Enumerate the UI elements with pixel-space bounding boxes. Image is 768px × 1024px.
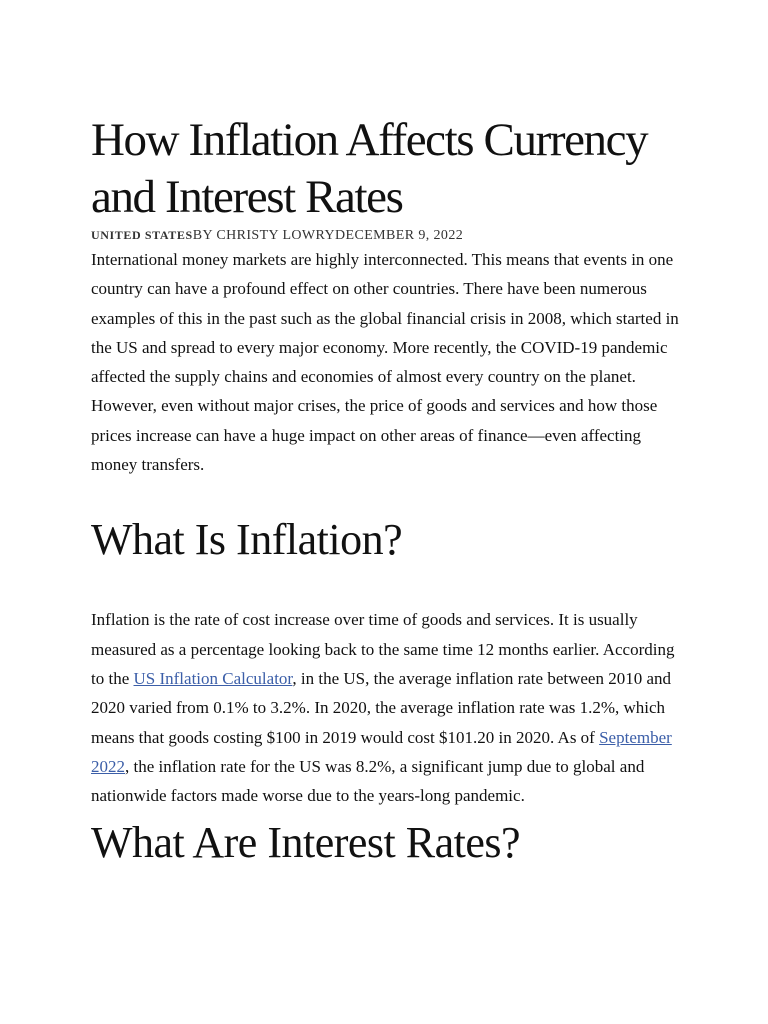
byline-date: DECEMBER 9, 2022 <box>335 228 464 243</box>
inflation-text-1: Inflation is the rate of cost increase over time of goods and services. It is usually measured as a percentage looking back to the same time 12 months earlier. According to the <box>91 610 675 688</box>
intro-paragraph: International money markets are highly interconnected. This means that events in one country can have a profound effect on other countries. There have been numerous examples of this in the past such as the global financial crisis in 2008, which started in the US and spread to every major economy. More recently, the COVID-19 pandemic affected the supply chains and economies of almost every country on the planet. However, even without major crises, the price of goods and services and how those prices increase can have a huge impact on other areas of finance—even affecting money transfers. <box>91 250 679 475</box>
september-2022-link[interactable]: September 2022 <box>91 727 672 776</box>
inflation-text-3: , the inflation rate for the US was 8.2%, a significant jump due to global and nationwide factors made worse due to the years-long pandemic. <box>91 756 645 806</box>
byline-country: UNITED STATES <box>91 228 193 242</box>
inflation-text-2: , in the US, the average inflation rate between 2010 and 2020 varied from 0.1% to 3.2%. In 2020, the average inflation rate was 1.2%, which means that goods costing $100 in 2019 would cost $101.20 in 2020. As of <box>91 668 671 747</box>
byline <box>91 226 681 245</box>
section-heading-what-is-inflation: What Is Inflation? <box>91 515 403 565</box>
inflation-paragraph <box>91 605 681 810</box>
section-heading-what-are-interest-rates: What Are Interest Rates? <box>91 818 521 868</box>
us-inflation-calculator-link[interactable]: US Inflation Calculator <box>133 668 293 688</box>
article-title: How Inflation Affects Currency and Interest Rates <box>91 114 648 223</box>
byline-author: BY CHRISTY LOWRY <box>192 228 335 243</box>
article <box>91 112 681 870</box>
